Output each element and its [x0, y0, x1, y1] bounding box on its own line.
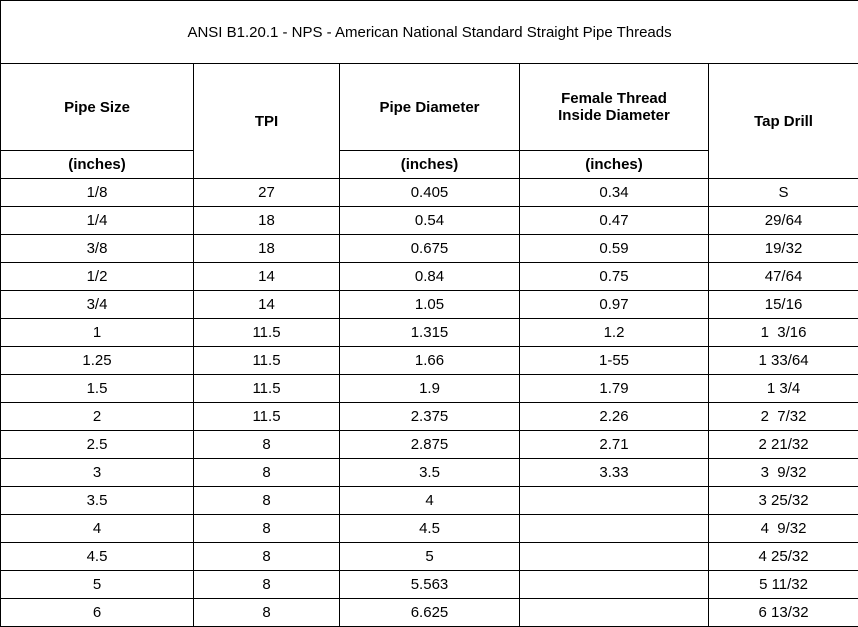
- cell-tpi: 8: [194, 431, 340, 459]
- cell-female-thread: 0.75: [520, 263, 709, 291]
- cell-female-thread: [520, 515, 709, 543]
- cell-tap-drill: 2 7/32: [709, 403, 858, 431]
- cell-pipe-size: 4.5: [1, 543, 194, 571]
- table-row: [1, 263, 858, 291]
- header-tap-drill: Tap Drill: [709, 64, 858, 179]
- cell-tap-drill: 1 3/4: [709, 375, 858, 403]
- cell-female-thread: 0.59: [520, 235, 709, 263]
- table-row: [1, 235, 858, 263]
- cell-tap-drill: 6 13/32: [709, 599, 858, 627]
- cell-female-thread: [520, 599, 709, 627]
- table-row: [1, 543, 858, 571]
- cell-pipe-diameter: 1.66: [340, 347, 520, 375]
- cell-tap-drill: 4 9/32: [709, 515, 858, 543]
- cell-pipe-diameter: 0.54: [340, 207, 520, 235]
- cell-tap-drill: 19/32: [709, 235, 858, 263]
- table-row: [1, 319, 858, 347]
- cell-tpi: 8: [194, 571, 340, 599]
- cell-tap-drill: 29/64: [709, 207, 858, 235]
- cell-pipe-size: 1: [1, 319, 194, 347]
- header-female-thread: [520, 64, 709, 151]
- table-row: [1, 571, 858, 599]
- cell-pipe-size: 1/8: [1, 179, 194, 207]
- table-row: [1, 515, 858, 543]
- cell-tap-drill: 2 21/32: [709, 431, 858, 459]
- cell-tpi: 8: [194, 543, 340, 571]
- cell-female-thread: 2.26: [520, 403, 709, 431]
- cell-pipe-size: 3: [1, 459, 194, 487]
- header-pipe-diameter-unit: (inches): [340, 151, 520, 179]
- cell-female-thread: 2.71: [520, 431, 709, 459]
- cell-pipe-size: 1.25: [1, 347, 194, 375]
- cell-tap-drill: 1 3/16: [709, 319, 858, 347]
- cell-pipe-diameter: 1.9: [340, 375, 520, 403]
- cell-pipe-diameter: 6.625: [340, 599, 520, 627]
- cell-tap-drill: 3 25/32: [709, 487, 858, 515]
- cell-pipe-diameter: 1.315: [340, 319, 520, 347]
- header-pipe-diameter: Pipe Diameter: [340, 64, 520, 151]
- table-row: [1, 375, 858, 403]
- table-row: [1, 487, 858, 515]
- cell-tap-drill: 3 9/32: [709, 459, 858, 487]
- table-row: [1, 291, 858, 319]
- cell-tpi: 14: [194, 263, 340, 291]
- cell-pipe-size: 2: [1, 403, 194, 431]
- cell-female-thread: 0.97: [520, 291, 709, 319]
- cell-pipe-size: 1.5: [1, 375, 194, 403]
- cell-female-thread: [520, 543, 709, 571]
- cell-tap-drill: 4 25/32: [709, 543, 858, 571]
- cell-pipe-diameter: 3.5: [340, 459, 520, 487]
- cell-pipe-diameter: 5: [340, 543, 520, 571]
- cell-tap-drill: S: [709, 179, 858, 207]
- cell-female-thread: 1.79: [520, 375, 709, 403]
- cell-tap-drill: 47/64: [709, 263, 858, 291]
- cell-female-thread: [520, 487, 709, 515]
- cell-female-thread: [520, 571, 709, 599]
- cell-pipe-size: 4: [1, 515, 194, 543]
- cell-pipe-diameter: 1.05: [340, 291, 520, 319]
- cell-pipe-size: 3/8: [1, 235, 194, 263]
- cell-tpi: 27: [194, 179, 340, 207]
- cell-tpi: 11.5: [194, 375, 340, 403]
- cell-pipe-diameter: 5.563: [340, 571, 520, 599]
- cell-female-thread: 0.47: [520, 207, 709, 235]
- header-pipe-size: Pipe Size: [1, 64, 194, 151]
- cell-pipe-diameter: 0.405: [340, 179, 520, 207]
- cell-female-thread: 0.34: [520, 179, 709, 207]
- cell-pipe-diameter: 2.875: [340, 431, 520, 459]
- header-female-thread-line2: Inside Diameter: [558, 107, 670, 124]
- table-row: [1, 431, 858, 459]
- table-row: [1, 403, 858, 431]
- header-female-thread-line1: Female Thread: [561, 90, 667, 107]
- cell-tpi: 8: [194, 515, 340, 543]
- cell-tpi: 11.5: [194, 319, 340, 347]
- cell-pipe-size: 2.5: [1, 431, 194, 459]
- cell-female-thread: 3.33: [520, 459, 709, 487]
- cell-tap-drill: 5 11/32: [709, 571, 858, 599]
- header-tpi: TPI: [194, 64, 340, 179]
- cell-pipe-size: 6: [1, 599, 194, 627]
- table-row: [1, 207, 858, 235]
- cell-female-thread: 1-55: [520, 347, 709, 375]
- cell-pipe-diameter: 0.675: [340, 235, 520, 263]
- cell-pipe-size: 3/4: [1, 291, 194, 319]
- cell-tpi: 8: [194, 487, 340, 515]
- cell-tpi: 11.5: [194, 347, 340, 375]
- table-row: [1, 459, 858, 487]
- table-row: [1, 599, 858, 627]
- cell-tpi: 8: [194, 459, 340, 487]
- cell-tap-drill: 1 33/64: [709, 347, 858, 375]
- cell-pipe-diameter: 4: [340, 487, 520, 515]
- header-pipe-size-unit: (inches): [1, 151, 194, 179]
- cell-pipe-size: 5: [1, 571, 194, 599]
- table-row: [1, 179, 858, 207]
- cell-pipe-size: 3.5: [1, 487, 194, 515]
- cell-tpi: 14: [194, 291, 340, 319]
- cell-female-thread: 1.2: [520, 319, 709, 347]
- cell-pipe-diameter: 4.5: [340, 515, 520, 543]
- cell-tpi: 11.5: [194, 403, 340, 431]
- cell-pipe-size: 1/2: [1, 263, 194, 291]
- table-title: ANSI B1.20.1 - NPS - American National Standard Straight Pipe Threads: [1, 1, 858, 64]
- header-female-thread-unit: (inches): [520, 151, 709, 179]
- table-row: [1, 347, 858, 375]
- cell-pipe-size: 1/4: [1, 207, 194, 235]
- cell-pipe-diameter: 0.84: [340, 263, 520, 291]
- title-row: [1, 1, 858, 64]
- cell-tpi: 18: [194, 207, 340, 235]
- cell-tpi: 18: [194, 235, 340, 263]
- header-row: [1, 64, 858, 151]
- cell-pipe-diameter: 2.375: [340, 403, 520, 431]
- cell-tap-drill: 15/16: [709, 291, 858, 319]
- cell-tpi: 8: [194, 599, 340, 627]
